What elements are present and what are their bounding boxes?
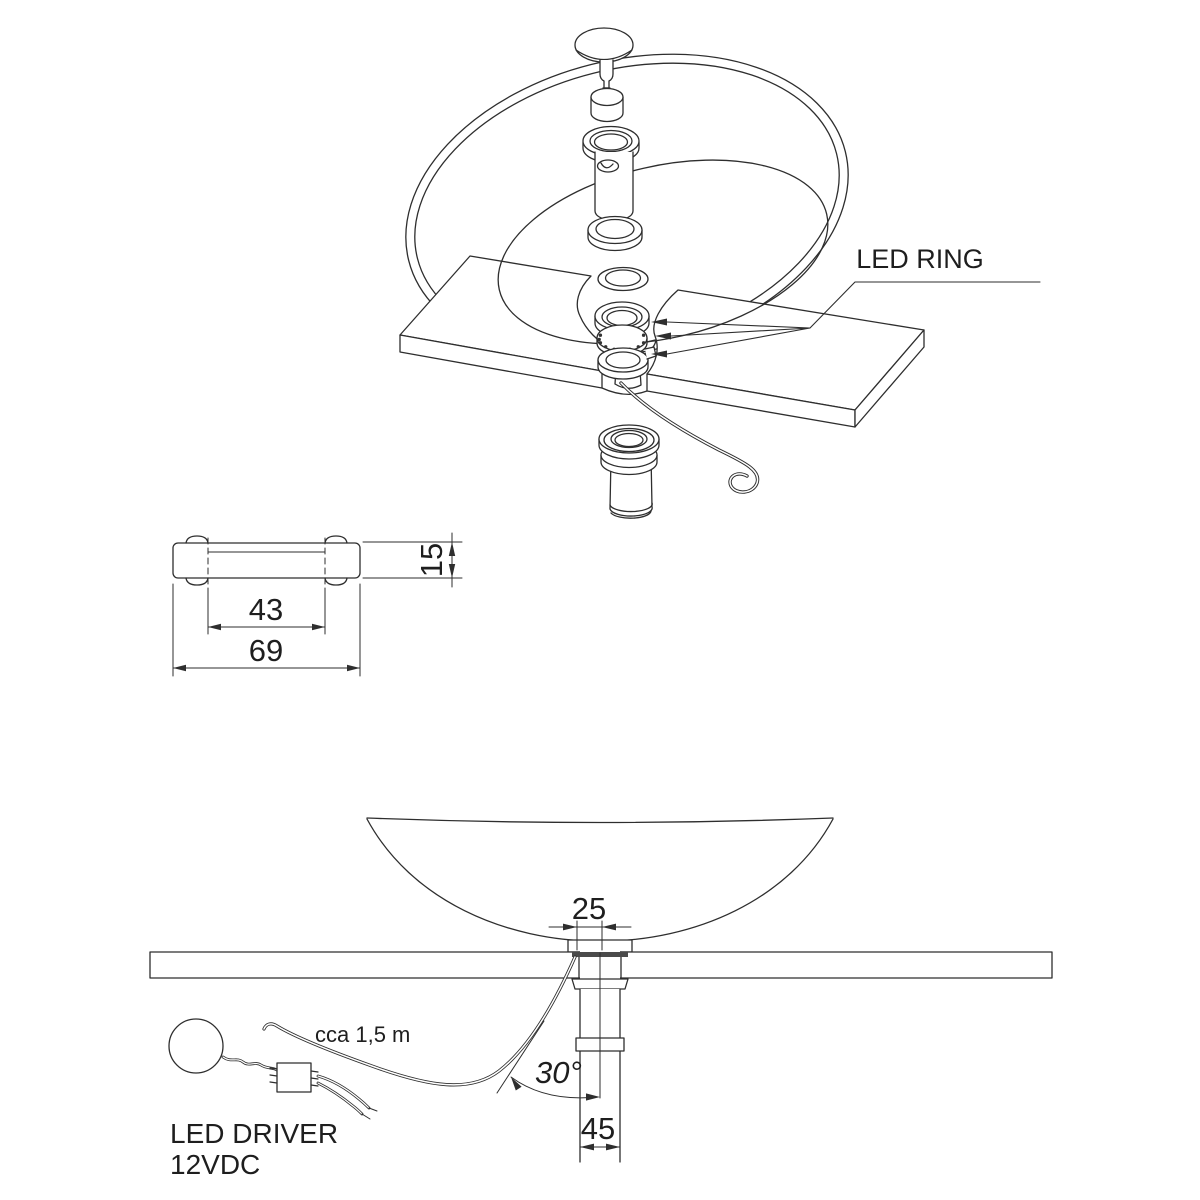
arrow-icon [173, 665, 186, 671]
led-driver-voltage-label: 12VDC [170, 1149, 261, 1180]
dim-label-43: 43 [248, 592, 284, 627]
power-ball [169, 1019, 223, 1073]
sleeve-top [591, 89, 623, 106]
drain-flange-section [568, 940, 632, 952]
led-driver-label: LED DRIVER [170, 1118, 339, 1149]
ring-lip [186, 578, 208, 585]
driver-wire-out [318, 1076, 369, 1108]
cable-length-label: cca 1,5 m [315, 1022, 411, 1047]
ring-profile-bar [173, 543, 360, 578]
drain-hole-inner [606, 270, 641, 286]
ring-lip [186, 536, 208, 543]
tube-overflow-hole [598, 160, 619, 172]
angle-label-30: 30° [535, 1055, 582, 1090]
countertop-slab [400, 256, 924, 427]
dim-label-45: 45 [580, 1111, 616, 1146]
ring-lip [325, 578, 347, 585]
stopper-dome [575, 28, 633, 62]
arrow-icon [511, 1077, 522, 1091]
dim-label-25: 25 [571, 891, 607, 926]
drain-stopper-cap [575, 28, 633, 98]
led-ring-bottom-hole [606, 352, 640, 368]
driver-box [277, 1063, 311, 1092]
led-ring-connector-tab [645, 347, 656, 359]
wire-frayed-ends [362, 1108, 377, 1119]
dim-label-15: 15 [413, 542, 449, 578]
dim-label-69: 69 [248, 633, 284, 668]
drain-washer [588, 217, 642, 251]
arrow-icon [208, 624, 221, 630]
basin-drain-hole [598, 268, 648, 291]
arrow-icon [449, 564, 455, 578]
basin-rim-line [367, 818, 833, 823]
stopper-stem [600, 60, 613, 88]
ring-lip [325, 536, 347, 543]
washer-hole [596, 220, 634, 239]
drain-flange-tube [583, 127, 639, 221]
stopper-sleeve [591, 89, 623, 122]
slab-cutout-bottom-edge [602, 388, 647, 394]
led-ring-label: LED RING [856, 244, 984, 274]
driver-wire-out2 [318, 1083, 362, 1114]
arrow-icon [312, 624, 325, 630]
arrow-icon [449, 542, 455, 556]
led-ring-assembly [595, 302, 656, 379]
tailpiece-exploded [599, 425, 659, 518]
arrow-icon [347, 665, 360, 671]
